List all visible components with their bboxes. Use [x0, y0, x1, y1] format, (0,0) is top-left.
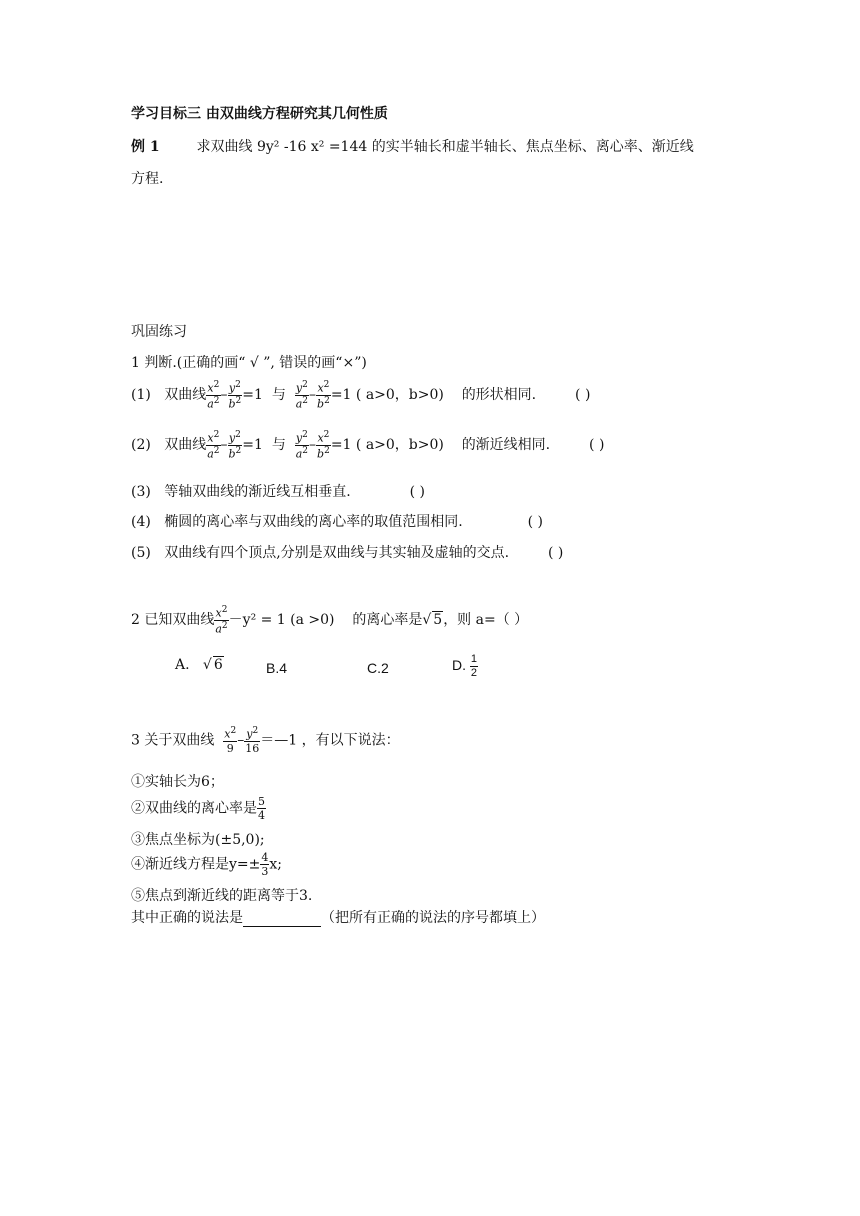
item-text: 双曲线有四个顶点,分别是双曲线与其实轴及虚轴的交点.: [164, 545, 510, 561]
answer-paren[interactable]: ( ): [548, 545, 564, 561]
option-b[interactable]: B.4: [266, 660, 288, 676]
item-text: 等轴双曲线的渐近线互相垂直.: [164, 484, 351, 500]
q3-statement-3: ③焦点坐标为(±5,0);: [131, 832, 265, 848]
q1-header: 1 判断.(正确的画“ √ ”, 错误的画“×”): [131, 355, 367, 371]
item-text: 双曲线: [164, 437, 207, 454]
q1-item-3: [131, 481, 425, 501]
q3-statement-5: ⑤焦点到渐近线的距离等于3.: [131, 888, 313, 904]
fraction: $\frac{x^2}{b^2}$: [317, 430, 330, 461]
example-label: 例 1: [131, 139, 160, 155]
practice-title: 巩固练习: [131, 324, 187, 340]
item-condition: ( a>0，b>0): [355, 437, 444, 454]
option-c[interactable]: C.2: [367, 660, 389, 676]
option-d[interactable]: [452, 654, 478, 679]
q2-text: ，则 a=（ ）: [443, 612, 529, 629]
fraction: $\frac{4}{3}$: [261, 851, 269, 878]
option-a-value: 6: [213, 657, 223, 673]
statement-text: ④渐近线方程是y=±: [131, 856, 261, 873]
q3-final: [131, 907, 545, 927]
item-number: (1): [131, 387, 151, 404]
answer-paren[interactable]: ( ): [527, 514, 543, 530]
fraction: $\frac{x^2}{b^2}$: [317, 380, 330, 411]
answer-blank[interactable]: [243, 912, 321, 927]
fraction: $\frac{y^2}{a^2}$: [295, 430, 309, 461]
fraction: $\frac{x^2}{a^2}$: [207, 430, 220, 461]
section-title: 学习目标三 由双曲线方程研究其几何性质: [131, 106, 388, 122]
fraction: $\frac{y^2}{a^2}$: [295, 380, 309, 411]
example-text: 求双曲线 9y² -16 x² =144 的实半轴长和虚半轴长、焦点坐标、离心率、渐近线: [196, 139, 694, 155]
option-d-label: D.: [452, 657, 466, 674]
q2-equation: －y² = 1 (a >0): [228, 612, 335, 629]
q2-stem: 2 已知双曲线 $\frac{x^2}{a^2}$ －y² = 1 (a >0) 的离心率是√ 5，则 a=（ ）: [131, 605, 529, 636]
fraction: $\frac{5}{4}$: [258, 795, 265, 822]
sqrt-value: 5: [433, 612, 443, 629]
q2-options: A. √ 6: [175, 657, 223, 673]
item-number: (2): [131, 437, 151, 454]
item-number: (5): [131, 545, 151, 561]
fraction: $\frac{y^2}{b^2}$: [228, 430, 242, 461]
final-text: 其中正确的说法是: [131, 910, 243, 926]
item-text: 的渐近线相同.: [461, 437, 551, 454]
item-condition: ( a>0，b>0): [355, 387, 444, 404]
q3-stem: 3 关于双曲线 $\frac{x^2}{9}$ – $\frac{y^2}{16}$ ＝—1 ，有以下说法：: [131, 726, 400, 755]
item-text: 的形状相同.: [461, 387, 537, 404]
fraction: $\frac{x^2}{a^2}$: [215, 605, 228, 636]
q1-item-2: (2) 双曲线 $\frac{x^2}{a^2}$ – $\frac{y^2}{b^2}$ =1 与 $\frac{y^2}{a^2}$ – $\frac{x^2}{b^2}$ =1 ( a>0，b>0) 的渐近线相同. ( ): [131, 430, 605, 461]
item-text: 与: [271, 387, 286, 404]
fraction: $\frac{y^2}{b^2}$: [228, 380, 242, 411]
q3-statement-4: [131, 852, 282, 877]
statement-text: x;: [269, 856, 282, 873]
fraction: $\frac{x^2}{a^2}$: [207, 380, 220, 411]
q3-equation: ＝—1 ，有以下说法：: [260, 732, 400, 749]
example-line-2: 方程.: [131, 171, 164, 187]
q2-text: 的离心率是: [352, 612, 423, 629]
q1-item-1: (1) 双曲线 $\frac{x^2}{a^2}$ – $\frac{y^2}{b^2}$ =1 与 $\frac{y^2}{a^2}$ – $\frac{x^2}{b^2}$ =1 ( a>0，b>0) 的形状相同. ( ): [131, 380, 591, 411]
answer-paren[interactable]: ( ): [409, 484, 425, 500]
example-line-1: [131, 136, 694, 156]
item-number: (3): [131, 484, 151, 500]
q3-statement-2: [131, 796, 266, 821]
q1-item-5: [131, 542, 563, 562]
statement-text: ②双曲线的离心率是: [131, 800, 257, 817]
q3-text: 3 关于双曲线: [131, 732, 215, 749]
option-a-label: A.: [175, 657, 190, 673]
q1-item-4: [131, 511, 543, 531]
item-text: 椭圆的离心率与双曲线的离心率的取值范围相同.: [164, 514, 463, 530]
item-number: (4): [131, 514, 151, 530]
fraction: $\frac{y^2}{16}$: [245, 726, 260, 755]
item-text: 双曲线: [164, 387, 207, 404]
final-text: （把所有正确的说法的序号都填上）: [321, 910, 545, 926]
answer-paren[interactable]: ( ): [589, 437, 605, 454]
answer-paren[interactable]: ( ): [575, 387, 591, 404]
fraction: $\frac{1}{2}$: [470, 653, 478, 679]
q2-text: 2 已知双曲线: [131, 612, 215, 629]
q3-statement-1: ①实轴长为6；: [131, 774, 224, 790]
item-text: 与: [271, 437, 286, 454]
fraction: $\frac{x^2}{9}$: [224, 726, 237, 755]
